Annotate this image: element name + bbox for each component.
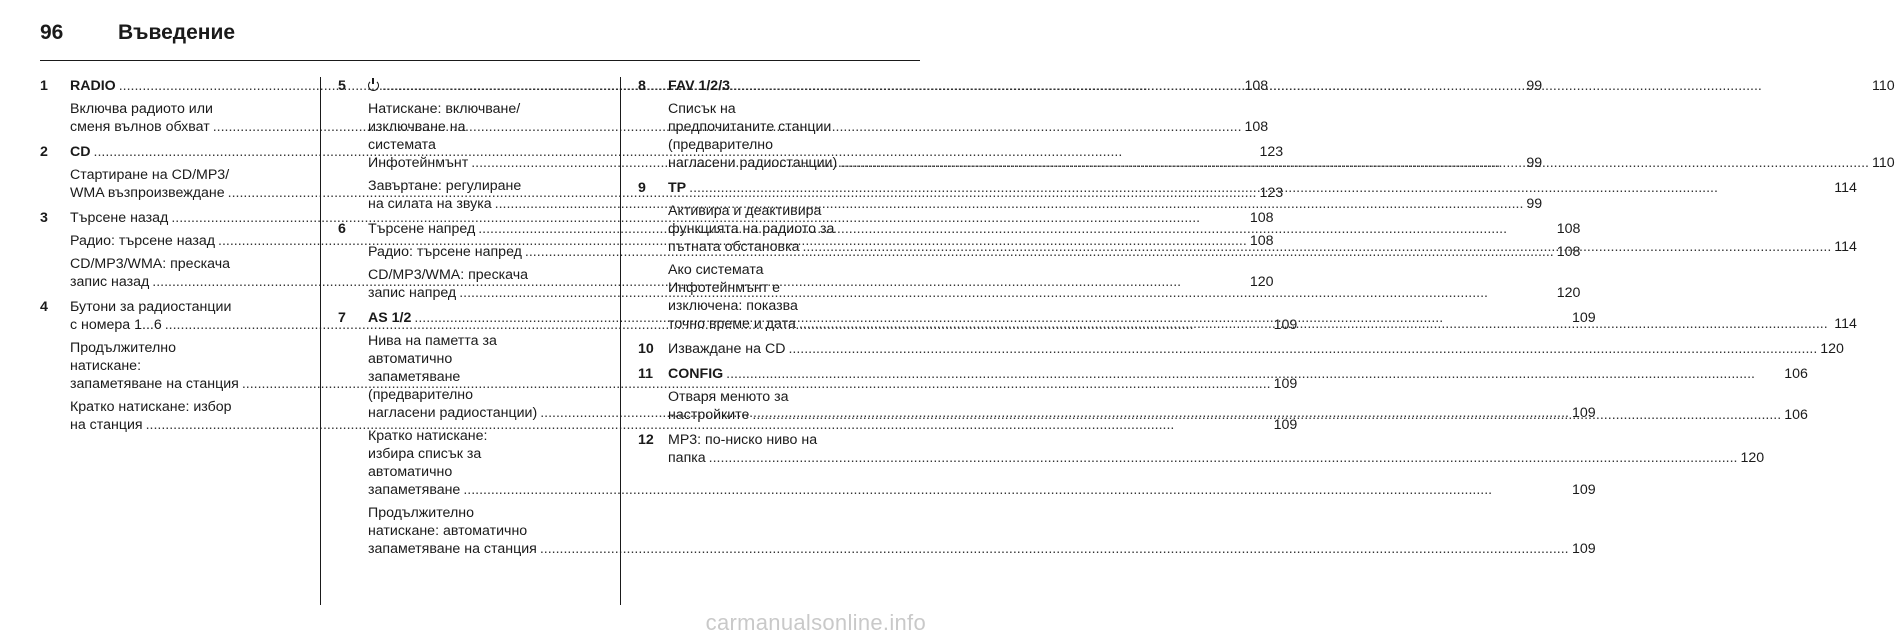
entry-number: 5 (338, 78, 346, 94)
column-divider-1 (320, 77, 321, 605)
sub-line: натискане: автоматично (368, 523, 528, 539)
toc-row (668, 365, 1808, 383)
toc-row (668, 315, 1857, 333)
sub-line: (предварително (668, 137, 773, 153)
sub-line: предпочитаните станции (668, 119, 832, 135)
page-ref: 106 (1784, 366, 1808, 382)
sub-line: Нива на паметта за (368, 333, 497, 349)
leader-dots (733, 77, 1869, 95)
sub-line: изключена: показва (668, 298, 798, 314)
sub-line: Натискане: включване/ (368, 101, 521, 117)
sub-entry (668, 261, 1857, 333)
page-ref: 106 (1784, 407, 1808, 423)
page-ref: 109 (1273, 417, 1298, 433)
leader-dots (840, 154, 1869, 172)
watermark: carmanualsonline.info (705, 610, 926, 635)
sub-line: Завъртане: регулиране (368, 178, 522, 194)
toc-row (668, 154, 1895, 172)
header-rule (40, 60, 920, 61)
sub-line: Продължително (70, 340, 176, 356)
sub-line: CD/MP3/WMA: прескача (70, 256, 231, 272)
toc-label: запис назад (70, 274, 150, 290)
toc-label: папка (668, 450, 706, 466)
toc-label: Радио: търсене назад (70, 233, 216, 249)
page-ref: 114 (1834, 180, 1857, 196)
entry-number: 11 (638, 366, 653, 382)
page-ref: 108 (1556, 221, 1581, 237)
page-ref: 123 (1259, 185, 1284, 201)
toc-label: CD (70, 144, 91, 160)
entry-body (668, 179, 1857, 333)
toc-label: пътната обстановка (668, 239, 800, 255)
toc-row (668, 238, 1857, 256)
page-ref: 99 (1526, 196, 1543, 212)
toc-label: на станция (70, 417, 143, 433)
entry-number: 1 (40, 78, 48, 94)
entry-number: 9 (638, 180, 646, 196)
toc-label: запаметяване на станция (70, 376, 239, 392)
sub-entry (668, 100, 1895, 172)
sub-line: Включва радиото или (70, 101, 213, 117)
toc-label: RADIO (70, 78, 116, 94)
leader-dots (463, 481, 1569, 499)
page-ref: 108 (1244, 78, 1269, 94)
page-title: Въведение (118, 21, 236, 44)
entry-number: 4 (40, 299, 48, 315)
toc-label: нагласени радиостанции) (668, 155, 838, 171)
toc-label: Търсене напред (368, 221, 476, 237)
toc-row (668, 340, 1844, 358)
toc-label: точно време и дата (668, 316, 796, 332)
leader-dots (689, 179, 1831, 197)
leader-dots (726, 365, 1781, 383)
entry-line: Бутони за радиостанции (70, 299, 232, 315)
leader-dots (802, 238, 1831, 256)
page-ref: 109 (1571, 405, 1596, 421)
page-ref: 110 (1871, 155, 1895, 171)
page-ref: 120 (1556, 285, 1581, 301)
sub-line: Отваря менюто за (668, 389, 789, 405)
toc-row (668, 179, 1857, 197)
sub-line: Ако системата (668, 262, 764, 278)
sub-line: автоматично (368, 351, 453, 367)
toc-label: AS 1/2 (368, 310, 412, 326)
page-ref: 109 (1273, 376, 1298, 392)
toc-label: Инфотейнмънт (368, 155, 469, 171)
sub-line: Активира и деактивира (668, 203, 822, 219)
toc-label: TP (668, 180, 687, 196)
page-header (40, 18, 235, 48)
sub-line: натискане: (70, 358, 142, 374)
entry-body (668, 431, 1764, 467)
page-ref: 108 (1556, 244, 1581, 260)
page-ref: 120 (1249, 274, 1274, 290)
sub-line: автоматично (368, 464, 453, 480)
page-ref: 109 (1571, 541, 1596, 557)
page-number: 96 (40, 21, 64, 44)
toc-label: настройките (668, 407, 750, 423)
toc-entry (638, 340, 1844, 358)
entry-number: 12 (638, 432, 654, 448)
page-ref: 120 (1740, 450, 1765, 466)
entry-body (668, 77, 1895, 172)
sub-line: Списък на (668, 101, 736, 117)
column-divider-2 (620, 77, 621, 605)
page-ref: 114 (1834, 239, 1857, 255)
toc-label: запаметяване (368, 482, 461, 498)
sub-line: Кратко натискане: (368, 428, 488, 444)
page-ref: 120 (1820, 341, 1844, 357)
toc-label: FAV 1/2/3 (668, 78, 731, 94)
page-ref: 114 (1834, 316, 1857, 332)
toc-entry (638, 431, 1765, 467)
sub-line: (предварително (368, 387, 473, 403)
toc-row (668, 406, 1808, 424)
toc-label: Радио: търсене напред (368, 244, 522, 260)
toc-row (368, 481, 1596, 499)
entry-body (668, 365, 1808, 424)
page-ref: 108 (1244, 119, 1269, 135)
page-ref: 99 (1526, 155, 1543, 171)
sub-line: системата (368, 137, 436, 153)
page-ref: 108 (1249, 233, 1274, 249)
page-ref: 123 (1259, 144, 1284, 160)
page-ref: 109 (1273, 317, 1298, 333)
page-ref: 109 (1571, 482, 1596, 498)
leader-dots (799, 315, 1831, 333)
sub-entry (668, 388, 1808, 424)
toc-label: запис напред (368, 285, 457, 301)
sub-line: Продължително (368, 505, 474, 521)
sub-line: Инфотейнмънт е (668, 280, 781, 296)
entry-number: 8 (638, 78, 646, 94)
leader-dots (752, 406, 1781, 424)
page-ref: 99 (1526, 78, 1543, 94)
sub-entry (368, 504, 1596, 558)
toc-label: на силата на звука (368, 196, 492, 212)
page-ref: 109 (1571, 310, 1596, 326)
sub-line: Кратко натискане: избор (70, 399, 232, 415)
leader-dots (540, 540, 1569, 558)
sub-line: CD/MP3/WMA: прескача (368, 267, 529, 283)
page-ref: 108 (1249, 210, 1274, 226)
sub-line: изключване на (368, 119, 466, 135)
sub-line: избира списък за (368, 446, 482, 462)
entry-number: 2 (40, 144, 48, 160)
entry-body (668, 340, 1844, 358)
sub-line: Стартиране на CD/MP3/ (70, 167, 230, 183)
sub-entry (668, 202, 1857, 256)
entry-number: 6 (338, 221, 346, 237)
toc-label: нагласени радиостанции) (368, 405, 538, 421)
toc-row (668, 77, 1895, 95)
entry-line: MP3: по-ниско ниво на (668, 432, 818, 448)
sub-line: функцията на радиото за (668, 221, 835, 237)
toc-row (368, 540, 1596, 558)
toc-label: с номера 1...6 (70, 317, 162, 333)
toc-label: запаметяване на станция (368, 541, 537, 557)
leader-dots (788, 340, 1817, 358)
page-ref: 110 (1871, 78, 1895, 94)
toc-label: сменя вълнов обхват (70, 119, 210, 135)
entry-number: 3 (40, 210, 48, 226)
toc-label: WMA възпроизвеждане (70, 185, 225, 201)
toc-label: CONFIG (668, 366, 724, 382)
toc-label: Изваждане на CD (668, 341, 786, 357)
power-icon (368, 80, 379, 91)
leader-dots (709, 449, 1738, 467)
toc-row (668, 449, 1764, 467)
toc-label: Търсене назад (70, 210, 169, 226)
sub-line: запаметяване (368, 369, 461, 385)
entry-number: 10 (638, 341, 654, 357)
entry-number: 7 (338, 310, 346, 326)
